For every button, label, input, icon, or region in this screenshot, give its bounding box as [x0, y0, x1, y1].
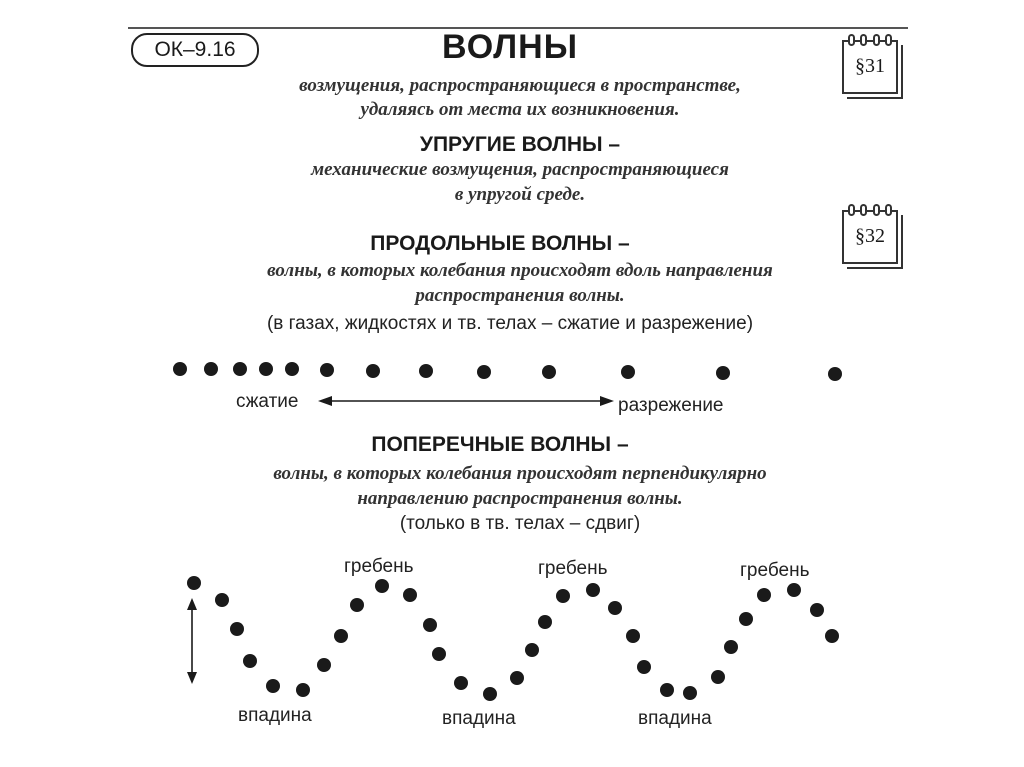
particle-dot	[243, 654, 257, 668]
transverse-definition-line-1: волны, в которых колебания происходят перпендикулярно	[273, 463, 767, 484]
particle-dot	[230, 622, 244, 636]
particle-dot	[626, 629, 640, 643]
crest-label: гребень	[344, 556, 414, 577]
title-definition-line-2: удаляясь от места их возникновения.	[360, 99, 680, 120]
particle-dot	[787, 583, 801, 597]
particle-dot	[538, 615, 552, 629]
particle-dot	[810, 603, 824, 617]
longitudinal-note: (в газах, жидкостях и тв. телах – сжатие и разрежение)	[266, 313, 754, 334]
transverse-note: (только в тв. телах – сдвиг)	[399, 513, 641, 534]
section-badge-32: §32	[855, 225, 885, 247]
rarefaction-label: разрежение	[618, 395, 724, 416]
longitudinal-heading: ПРОДОЛЬНЫЕ ВОЛНЫ –	[370, 232, 630, 255]
elastic-definition-line-2: в упругой среде.	[454, 184, 586, 205]
transverse-definition-line-2: направлению распространения волны.	[357, 488, 683, 509]
particle-dot	[828, 367, 842, 381]
compression-label: сжатие	[236, 391, 299, 412]
trough-label: впадина	[238, 705, 312, 726]
particle-dot	[525, 643, 539, 657]
transverse-heading: ПОПЕРЕЧНЫЕ ВОЛНЫ –	[371, 433, 629, 456]
particle-dot	[608, 601, 622, 615]
section-badge-31: §31	[855, 55, 885, 77]
particle-dot	[432, 647, 446, 661]
particle-dot	[739, 612, 753, 626]
particle-dot	[187, 576, 201, 590]
particle-dot	[423, 618, 437, 632]
particle-dot	[285, 362, 299, 376]
trough-label: впадина	[638, 708, 712, 729]
particle-dot	[366, 364, 380, 378]
particle-dot	[204, 362, 218, 376]
particle-dot	[556, 589, 570, 603]
notepad-icon	[842, 40, 898, 94]
double-arrow-icon	[318, 394, 614, 408]
particle-dot	[637, 660, 651, 674]
crest-label: гребень	[740, 560, 810, 581]
elastic-definition-line-1: механические возмущения, распространяющиеся	[311, 159, 729, 180]
particle-dot	[296, 683, 310, 697]
particle-dot	[660, 683, 674, 697]
particle-dot	[757, 588, 771, 602]
particle-dot	[483, 687, 497, 701]
code-badge: ОК–9.16	[131, 33, 259, 67]
particle-dot	[716, 366, 730, 380]
particle-dot	[403, 588, 417, 602]
longitudinal-definition-line-2: распространения волны.	[415, 285, 625, 306]
page-title: ВОЛНЫ	[441, 28, 578, 66]
crest-label: гребень	[538, 558, 608, 579]
particle-dot	[683, 686, 697, 700]
particle-dot	[586, 583, 600, 597]
elastic-heading: УПРУГИЕ ВОЛНЫ –	[419, 133, 621, 156]
particle-dot	[477, 365, 491, 379]
particle-dot	[266, 679, 280, 693]
particle-dot	[724, 640, 738, 654]
particle-dot	[215, 593, 229, 607]
longitudinal-definition-line-1: волны, в которых колебания происходят вдоль направления	[267, 260, 773, 281]
particle-dot	[419, 364, 433, 378]
particle-dot	[259, 362, 273, 376]
particle-dot	[510, 671, 524, 685]
particle-dot	[317, 658, 331, 672]
particle-dot	[350, 598, 364, 612]
particle-dot	[542, 365, 556, 379]
particle-dot	[825, 629, 839, 643]
title-definition-line-1: возмущения, распространяющиеся в пространстве,	[299, 75, 741, 96]
particle-dot	[233, 362, 247, 376]
particle-dot	[454, 676, 468, 690]
trough-label: впадина	[442, 708, 516, 729]
particle-dot	[320, 363, 334, 377]
notepad-icon	[842, 210, 898, 264]
particle-dot	[334, 629, 348, 643]
particle-dot	[375, 579, 389, 593]
particle-dot	[621, 365, 635, 379]
amplitude-arrow-icon	[184, 598, 200, 684]
particle-dot	[711, 670, 725, 684]
particle-dot	[173, 362, 187, 376]
